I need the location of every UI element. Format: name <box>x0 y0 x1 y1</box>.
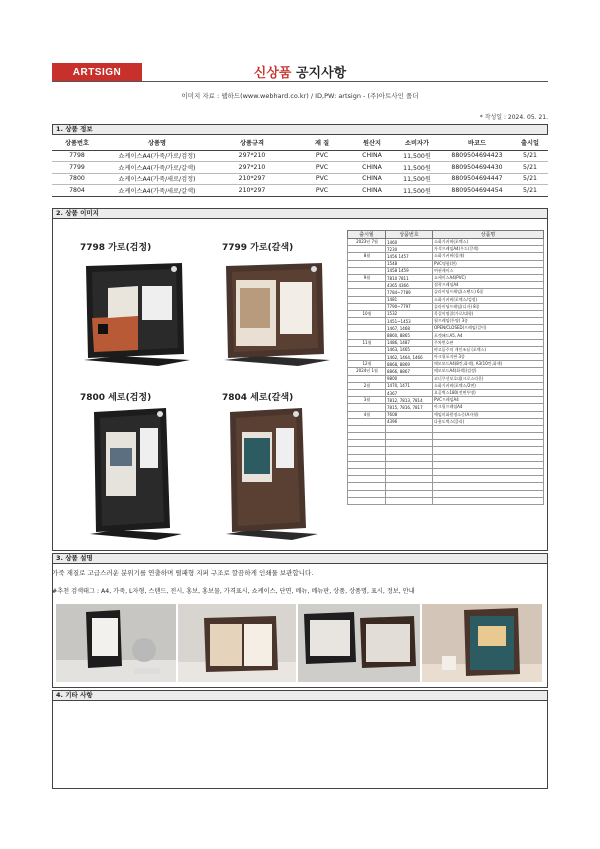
search-tags: #추천 검색태그 : A4, 가죽, L자형, 스탠드, 전시, 홍보, 홍보물, 가격표시, 쇼케이스, 단면, 메뉴, 메뉴판, 상품, 상품명, 표시, 정보, 안내 <box>52 588 415 595</box>
cell-month <box>348 389 386 396</box>
cell-product-no <box>386 476 433 483</box>
table-row <box>348 332 544 339</box>
cell-product-no: 8868, 8869 <box>386 361 433 368</box>
cell-product-name: 슬라이딩프레임(디자) 8종 <box>433 303 544 310</box>
cell-product-name <box>433 440 544 447</box>
table-row <box>52 162 548 174</box>
cell-product-name <box>433 447 544 454</box>
cell-month: 2월 <box>348 382 386 389</box>
product-photo-7804 <box>222 404 322 544</box>
cell-product-name: 접착프레임A4 <box>433 282 544 289</box>
cell-month <box>348 296 386 303</box>
cell-barcode: 8809504694430 <box>442 162 512 174</box>
cell-product-no: 1462, 1464, 1466 <box>386 354 433 361</box>
col-header: 상품번호 <box>52 135 102 150</box>
etc-panel <box>52 701 548 789</box>
cell-product-name: 다용도벽스(클리) <box>433 418 544 425</box>
cell-month <box>348 332 386 339</box>
cell-month <box>348 447 386 454</box>
cell-month <box>348 418 386 425</box>
cell-product-name <box>433 461 544 468</box>
title-rest: 공지사항 <box>291 66 347 81</box>
title-divider <box>52 81 548 82</box>
cell-product-name: 목걸이명찰(가로/대형) <box>433 310 544 317</box>
cell-product-name: 소화기커버(철재) <box>433 253 544 260</box>
table-row <box>348 440 544 447</box>
cell-product-name <box>433 454 544 461</box>
cell-price: 11,500원 <box>392 150 442 162</box>
table-header-row <box>52 135 548 150</box>
title-highlight: 신상품 <box>253 66 292 81</box>
cell-product-name: 쇼케이스A4(가죽/세로/갈색) <box>102 185 212 197</box>
cell-month <box>348 461 386 468</box>
cell-spec: 297*210 <box>212 150 292 162</box>
col-header: 상품번호 <box>386 231 433 239</box>
cell-month <box>348 454 386 461</box>
cell-product-name: 월프레임(투명) 3종 <box>433 318 544 325</box>
cell-product-name: 소화기커버(포맥스/검정) <box>433 296 544 303</box>
cell-month: 8월 <box>348 253 386 260</box>
table-row <box>348 447 544 454</box>
cell-month <box>348 282 386 289</box>
cell-release: 5/21 <box>512 150 548 162</box>
col-header: 바코드 <box>442 135 512 150</box>
table-row <box>348 260 544 267</box>
cell-product-no: 7812, 7813, 7814 <box>386 397 433 404</box>
cell-month <box>348 346 386 353</box>
product-label-7800: 7800 세로(검정) <box>80 393 152 403</box>
cell-product-name: 요골벽스180(전면투명) <box>433 389 544 396</box>
product-label-7804: 7804 세로(갈색) <box>222 393 294 403</box>
table-row <box>348 469 544 476</box>
cell-product-name: 쇼케이스A4(PVC) <box>433 274 544 281</box>
cell-product-name: 메모보드A4(화색)(검정) <box>433 368 544 375</box>
table-row <box>348 346 544 353</box>
cell-product-no: 4365 4366 <box>386 282 433 289</box>
cell-month <box>348 497 386 504</box>
cell-product-name: 주차번호판 <box>433 339 544 346</box>
cell-month: 11월 <box>348 339 386 346</box>
section-header-info: 1. 상품 정보 <box>52 124 548 135</box>
cell-product-name: 야고듐주의 개인조심 (포맥스) <box>433 346 544 353</box>
table-row <box>348 497 544 504</box>
cell-product-no: 1456 1457 <box>386 253 433 260</box>
cell-month <box>348 246 386 253</box>
section-header-desc: 3. 상품 설명 <box>52 553 548 564</box>
cell-barcode: 8809504694423 <box>442 150 512 162</box>
cell-barcode: 8809504694454 <box>442 185 512 197</box>
cell-product-name: 메모보드A4(8칸,화색), A3(10칸,화색) <box>433 361 544 368</box>
cell-month <box>348 483 386 490</box>
cell-product-no: 7230 <box>386 246 433 253</box>
cell-product-no <box>386 425 433 432</box>
product-photo-7799 <box>218 258 338 370</box>
section-header-images: 2. 상품 이미지 <box>52 208 548 219</box>
cell-release: 5/21 <box>512 162 548 174</box>
cell-product-no: 7804 <box>52 185 102 197</box>
table-row <box>348 490 544 497</box>
cell-product-name: 아크릴포지판 3종 <box>433 354 544 361</box>
cell-origin: CHINA <box>352 150 392 162</box>
table-row <box>348 368 544 375</box>
col-header: 재 질 <box>292 135 352 150</box>
cell-product-name <box>433 469 544 476</box>
table-row <box>348 239 544 246</box>
cell-product-no <box>386 433 433 440</box>
cell-product-no: 8860, 8865 <box>386 332 433 339</box>
release-schedule-table <box>347 230 544 505</box>
cell-month: 3월 <box>348 397 386 404</box>
table-row <box>348 404 544 411</box>
cell-month <box>348 469 386 476</box>
table-row <box>348 325 544 332</box>
cell-product-name: 소화기커버(포맥스/2면) <box>433 382 544 389</box>
cell-product-name: 예임미화원정소중(A자형) <box>433 411 544 418</box>
cell-month <box>348 318 386 325</box>
cell-month <box>348 375 386 382</box>
cell-origin: CHINA <box>352 162 392 174</box>
cell-spec: 210*297 <box>212 185 292 197</box>
cell-product-name: 쇼케이스A4(가죽/세로/검정) <box>102 173 212 185</box>
cell-product-no <box>386 440 433 447</box>
table-row <box>348 274 544 281</box>
cell-product-no <box>386 469 433 476</box>
cell-product-name: 쇼케이스A4(가죽/가로/갈색) <box>102 162 212 174</box>
cell-product-no: 7799 <box>52 162 102 174</box>
table-row <box>348 289 544 296</box>
cell-product-no: 4367 <box>386 389 433 396</box>
cell-month <box>348 267 386 274</box>
cell-month <box>348 425 386 432</box>
table-row <box>348 361 544 368</box>
table-row <box>348 397 544 404</box>
table-row <box>348 461 544 468</box>
cell-product-no: 1460 <box>386 239 433 246</box>
cell-product-no: 7815, 7816, 7817 <box>386 404 433 411</box>
cell-product-no: 1548 <box>386 260 433 267</box>
cell-product-no: 1470, 1471 <box>386 382 433 389</box>
lifestyle-photo-1 <box>56 604 176 682</box>
col-header: 원산지 <box>352 135 392 150</box>
cell-product-no: 1463, 1465 <box>386 346 433 353</box>
cell-product-name: 슬라이딩프레임(스탠드) 6종 <box>433 289 544 296</box>
table-row <box>348 418 544 425</box>
lifestyle-photo-2 <box>178 604 296 682</box>
cell-spec: 210*297 <box>212 173 292 185</box>
col-header: 상품명 <box>433 231 544 239</box>
cell-product-name <box>433 433 544 440</box>
description-text: 가죽 재질로 고급스러운 분위기를 연출하며 떨패형 지퍼 구조로 깔끔하게 인쇄물 보관합니다. <box>52 569 314 577</box>
cell-origin: CHINA <box>352 173 392 185</box>
product-info-table <box>52 135 548 197</box>
table-row <box>348 382 544 389</box>
cell-product-name: 포켓패드A5, A4 <box>433 332 544 339</box>
cell-product-name: PVC명함(흰) <box>433 260 544 267</box>
table-row <box>348 318 544 325</box>
cell-material: PVC <box>292 185 352 197</box>
cell-month <box>348 354 386 361</box>
cell-month <box>348 433 386 440</box>
lifestyle-photo-3 <box>298 604 420 682</box>
cell-product-no: 1458 1459 <box>386 267 433 274</box>
cell-month: 2023년 7월 <box>348 239 386 246</box>
cell-product-name: 여권케이스 <box>433 267 544 274</box>
table-row <box>348 476 544 483</box>
cell-product-no <box>386 483 433 490</box>
cell-product-no: 1481 <box>386 296 433 303</box>
cell-month <box>348 476 386 483</box>
cell-month <box>348 260 386 267</box>
cell-product-no: 9800 <box>386 375 433 382</box>
cell-price: 11,500원 <box>392 162 442 174</box>
cell-price: 11,500원 <box>392 185 442 197</box>
cell-month <box>348 303 386 310</box>
product-label-7798: 7798 가로(검정) <box>80 243 152 253</box>
cell-month: 2024년 1월 <box>348 368 386 375</box>
table-row <box>52 150 548 162</box>
cell-month: 12월 <box>348 361 386 368</box>
cell-product-name <box>433 476 544 483</box>
cell-month <box>348 289 386 296</box>
cell-product-no: 8866, 8867 <box>386 368 433 375</box>
table-row <box>52 173 548 185</box>
product-label-7799: 7799 가로(갈색) <box>222 243 294 253</box>
product-photo-7800 <box>86 404 186 544</box>
table-row <box>348 253 544 260</box>
table-row <box>348 296 544 303</box>
webhard-info: 이미지 자료 : 웹하드(www.webhard.co.kr) / ID,PW: artsign - (주)아트사인 폴더 <box>181 92 419 100</box>
cell-product-name: 코너쿠션보호대(크로스라운) <box>433 375 544 382</box>
col-header: 출시일 <box>512 135 548 150</box>
cell-product-no: 7608 <box>386 411 433 418</box>
cell-product-name: 쇼케이스A4(가죽/가로/검정) <box>102 150 212 162</box>
cell-product-name: 자석프레임A4(우드/갈색) <box>433 246 544 253</box>
table-row <box>348 282 544 289</box>
col-header: 출시월 <box>348 231 386 239</box>
cell-product-name: 소화기커버(포맥스) <box>433 239 544 246</box>
table-row <box>348 411 544 418</box>
cell-product-no: 7790~7797 <box>386 303 433 310</box>
table-row <box>348 433 544 440</box>
cell-product-no: 7798 <box>52 150 102 162</box>
cell-product-no: 1467, 1468 <box>386 325 433 332</box>
table-row <box>348 354 544 361</box>
section-header-etc: 4. 기타 사항 <box>52 690 548 701</box>
cell-release: 5/21 <box>512 173 548 185</box>
col-header: 상품규격 <box>212 135 292 150</box>
cell-release: 5/21 <box>512 185 548 197</box>
col-header: 소비자가 <box>392 135 442 150</box>
cell-month <box>348 440 386 447</box>
table-header-row <box>348 231 544 239</box>
cell-product-name <box>433 497 544 504</box>
table-row <box>348 339 544 346</box>
table-row <box>348 267 544 274</box>
cell-month: 9월 <box>348 274 386 281</box>
cell-month: 10월 <box>348 310 386 317</box>
written-date: * 작성일 : 2024. 05. 21. <box>479 114 548 121</box>
cell-month <box>348 490 386 497</box>
table-row <box>52 185 548 197</box>
cell-product-no <box>386 447 433 454</box>
cell-month: 4월 <box>348 411 386 418</box>
cell-product-no: 1451~1453 <box>386 318 433 325</box>
col-header: 상품명 <box>102 135 212 150</box>
table-row <box>348 303 544 310</box>
cell-product-no <box>386 490 433 497</box>
cell-product-no: 4396 <box>386 418 433 425</box>
cell-material: PVC <box>292 162 352 174</box>
table-row <box>348 389 544 396</box>
cell-product-name: 아크릴프레임A4 <box>433 404 544 411</box>
cell-product-no <box>386 461 433 468</box>
cell-product-name <box>433 425 544 432</box>
cell-product-no: 7810 7811 <box>386 274 433 281</box>
table-row <box>348 375 544 382</box>
cell-origin: CHINA <box>352 185 392 197</box>
cell-material: PVC <box>292 150 352 162</box>
cell-product-no: 1532 <box>386 310 433 317</box>
table-row <box>348 483 544 490</box>
cell-material: PVC <box>292 173 352 185</box>
artsign-logo: ARTSIGN <box>52 63 142 81</box>
cell-barcode: 8809504694447 <box>442 173 512 185</box>
cell-product-name <box>433 490 544 497</box>
product-photo-7798 <box>78 258 198 370</box>
cell-product-no: 7800 <box>52 173 102 185</box>
table-row <box>348 454 544 461</box>
table-row <box>348 310 544 317</box>
table-row <box>348 425 544 432</box>
lifestyle-photo-4 <box>422 604 542 682</box>
cell-product-name: OPEN/CLOSED(프레임/걸이) <box>433 325 544 332</box>
table-row <box>348 246 544 253</box>
cell-product-no: 1486, 1487 <box>386 339 433 346</box>
cell-product-name <box>433 483 544 490</box>
cell-month <box>348 325 386 332</box>
cell-product-no <box>386 454 433 461</box>
cell-price: 11,500원 <box>392 173 442 185</box>
cell-product-name: PVC프레임A4 <box>433 397 544 404</box>
page-title <box>0 62 600 81</box>
cell-spec: 297*210 <box>212 162 292 174</box>
cell-product-no: 7784~7789 <box>386 289 433 296</box>
cell-month <box>348 404 386 411</box>
cell-product-no <box>386 497 433 504</box>
